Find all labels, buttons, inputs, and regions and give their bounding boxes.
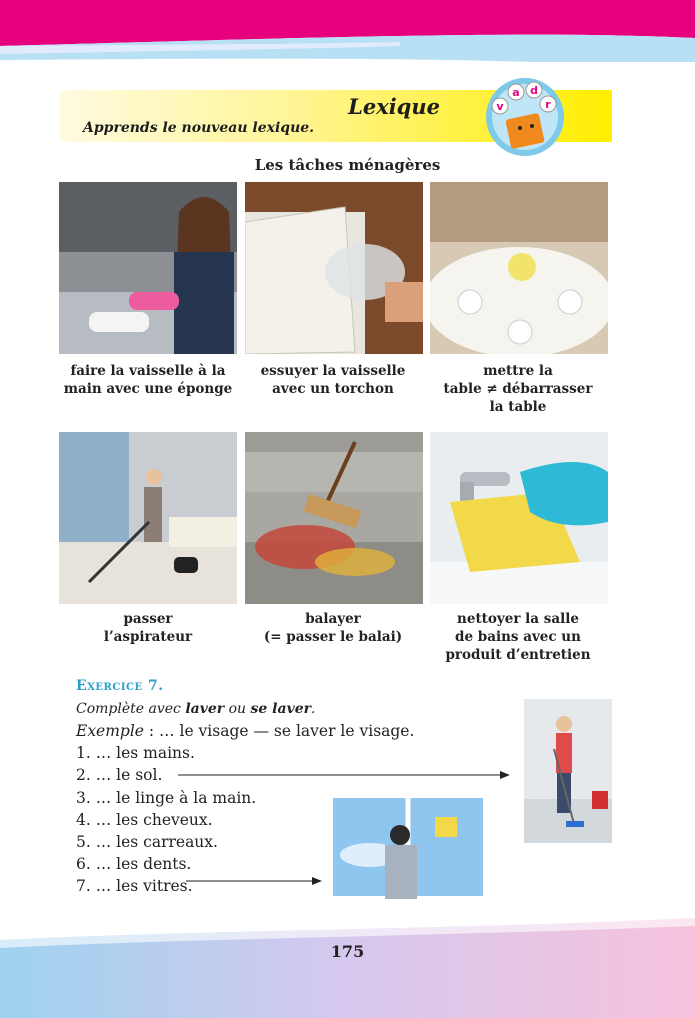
exercise-item: 1. … les mains. [76,744,195,762]
caption-line: essuyer la vaisselle [260,363,406,379]
banner-subtitle: Apprends le nouveau lexique. [83,120,315,136]
caption-line: (= passer le balai) [263,629,403,645]
caption-line: nettoyer la salle [457,611,579,627]
instruction-word-laver: laver [185,701,225,717]
exercise-title-text: Exercice 7. [76,678,164,694]
exercise-item: 4. … les cheveux. [76,811,213,829]
arrow-head [312,877,322,885]
caption-line: l’aspirateur [103,629,193,645]
caption-line: de bains avec un [455,629,581,645]
exercise-item: 3. … le linge à la main. [76,789,257,807]
arrow-head [500,771,510,779]
window-cleaning-photo [330,795,486,899]
instruction-word-se-laver: se laver [250,701,311,717]
logo-letter: r [545,98,551,111]
caption-line: table ≠ débarrasser [443,381,593,397]
exercise-item: 2. … le sol. [76,766,163,784]
instruction-text: Complète avec [76,701,186,717]
example-label: Exemple [76,722,144,740]
exercise-item: 5. … les carreaux. [76,833,218,851]
exercise-item: 6. … les dents. [76,855,192,873]
caption-line: la table [489,399,547,415]
caption-line: balayer [305,611,361,627]
mopping-photo [524,699,612,843]
section-title: Les tâches ménagères [254,156,441,174]
banner-title: Lexique [348,94,440,119]
logo-letter: v [496,100,504,113]
page-number: 175 [330,942,365,961]
caption-line: avec un torchon [272,381,394,397]
caption-line: passer [123,611,173,627]
instruction-text: ou [224,701,251,717]
exercise-item: 7. … les vitres. [76,877,193,895]
example-text: : … le visage — se laver le visage. [143,722,415,740]
bottom-decorative-band [0,918,695,1018]
caption-line: faire la vaisselle à la [70,363,226,379]
logo-letter: d [530,84,538,97]
logo-letter: a [512,86,520,99]
caption-line: mettre la [483,363,553,379]
caption-line: main avec une éponge [63,381,233,397]
caption-line: produit d’entretien [445,647,591,663]
instruction-text: . [311,701,316,717]
